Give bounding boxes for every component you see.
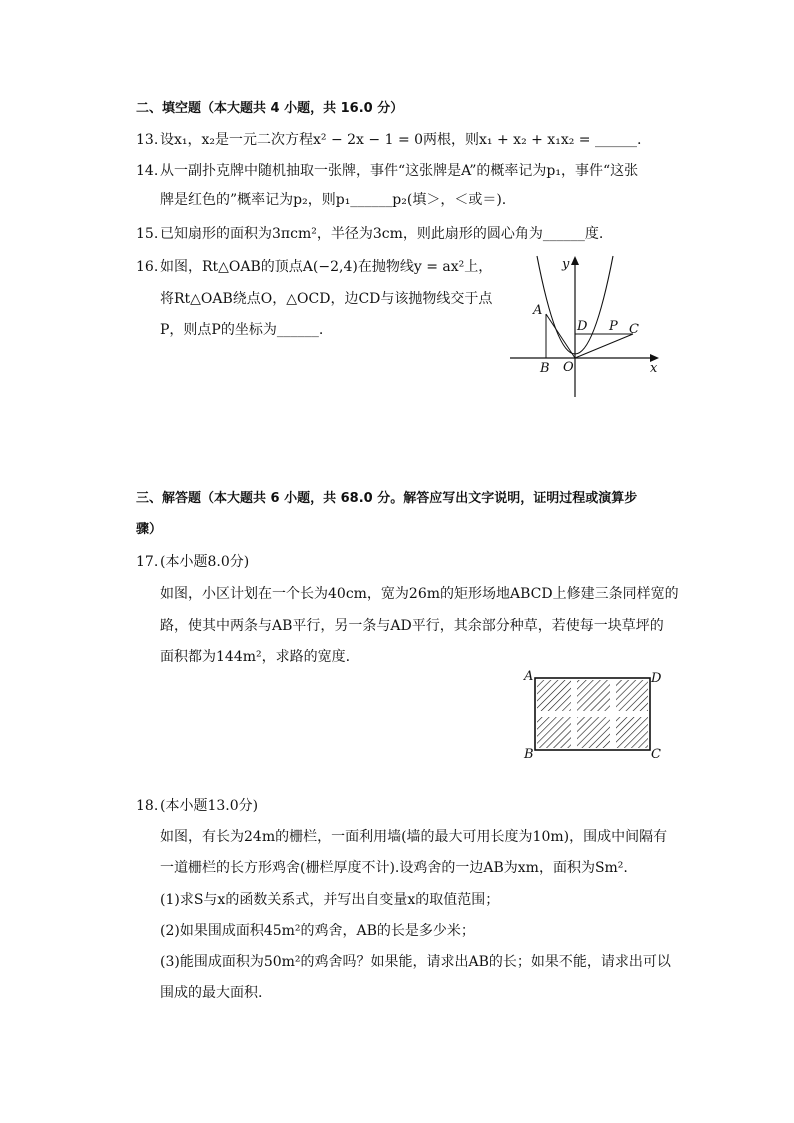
- q18-line5: (3)能围成面积为50m²的鸡舍吗？如果能，请求出AB的长；如果不能，请求出可以: [160, 954, 671, 970]
- q14-number: 14.: [136, 163, 159, 179]
- q17-line2: 路，使其中两条与AB平行，另一条与AD平行，其余部分种草，若使每一块草坪的: [160, 618, 664, 634]
- section3-heading-line1: 三、解答题（本大题共 6 小题，共 68.0 分。解答应写出文字说明，证明过程或演算步: [136, 491, 638, 506]
- q17-line1: 如图，小区计划在一个长为40cm，宽为26m的矩形场地ABCD上修建三条同样宽的: [160, 586, 679, 602]
- q17-line3: 面积都为144m²，求路的宽度.: [160, 649, 351, 665]
- x-label: x: [650, 361, 658, 376]
- q14-line1: 从一副扑克牌中随机抽取一张牌，事件“这张牌是A”的概率记为p₁，事件“这张: [160, 163, 639, 179]
- grass-plot: [616, 680, 648, 711]
- q17-score: (本小题8.0分): [160, 554, 250, 570]
- segment-OC: [575, 334, 633, 358]
- point-D-label: D: [577, 319, 588, 334]
- y-label: y: [562, 257, 570, 272]
- corner-D-label: D: [651, 671, 662, 686]
- q13-number: 13.: [136, 132, 159, 148]
- section3-heading-line2: 骤）: [136, 522, 163, 537]
- q18-number: 18.: [136, 798, 159, 814]
- q18-line4: (2)如果围成面积45m²的鸡舍，AB的长是多少米；: [160, 923, 475, 939]
- point-B-label: B: [540, 361, 550, 376]
- point-O-label: O: [563, 360, 574, 375]
- q14-line2: 牌是红色的”概率记为p₂，则p₁______p₂(填＞，＜或＝).: [160, 192, 507, 208]
- grass-plot: [616, 717, 648, 748]
- q15-text: 已知扇形的面积为3πcm²，半径为3cm，则此扇形的圆心角为______度.: [160, 226, 604, 242]
- q16-line2: 将Rt△OAB绕点O，△OCD，边CD与该抛物线交于点: [160, 291, 493, 307]
- grass-plot: [577, 717, 610, 748]
- q17-number: 17.: [136, 554, 159, 570]
- point-A-label: A: [533, 303, 543, 318]
- q18-line2: 一道栅栏的长方形鸡舍(栅栏厚度不计).设鸡舍的一边AB为xm，面积为Sm².: [160, 860, 628, 876]
- grass-plot: [537, 680, 571, 711]
- q16-line1: 如图，Rt△OAB的顶点A(−2,4)在抛物线y = ax²上，: [160, 259, 493, 275]
- q16-parabola-figure: [505, 252, 665, 400]
- q15-number: 15.: [136, 226, 159, 242]
- grass-plot: [577, 680, 610, 711]
- corner-A-label: A: [524, 669, 534, 684]
- q16-number: 16.: [136, 259, 159, 275]
- point-P-label: P: [609, 319, 618, 334]
- q16-line3: P，则点P的坐标为______.: [160, 322, 324, 338]
- point-C-label: C: [629, 322, 639, 337]
- q18-line6: 围成的最大面积.: [160, 985, 263, 1001]
- corner-C-label: C: [651, 747, 661, 762]
- q13-text: 设x₁，x₂是一元二次方程x² − 2x − 1 = 0两根，则x₁ + x₂ + x₁x₂ = ______.: [160, 132, 642, 148]
- y-axis-arrow: [571, 256, 579, 265]
- q17-field-figure: [520, 668, 665, 766]
- q18-line3: (1)求S与x的函数关系式，并写出自变量x的取值范围；: [160, 892, 500, 908]
- grass-plot: [537, 717, 571, 748]
- segment-OA: [546, 314, 575, 358]
- q18-score: (本小题13.0分): [160, 798, 259, 814]
- corner-B-label: B: [524, 747, 534, 762]
- section2-heading: 二、填空题（本大题共 4 小题，共 16.0 分）: [136, 101, 404, 116]
- q18-line1: 如图，有长为24m的栅栏，一面利用墙(墙的最大可用长度为10m)，围成中间隔有: [160, 829, 668, 845]
